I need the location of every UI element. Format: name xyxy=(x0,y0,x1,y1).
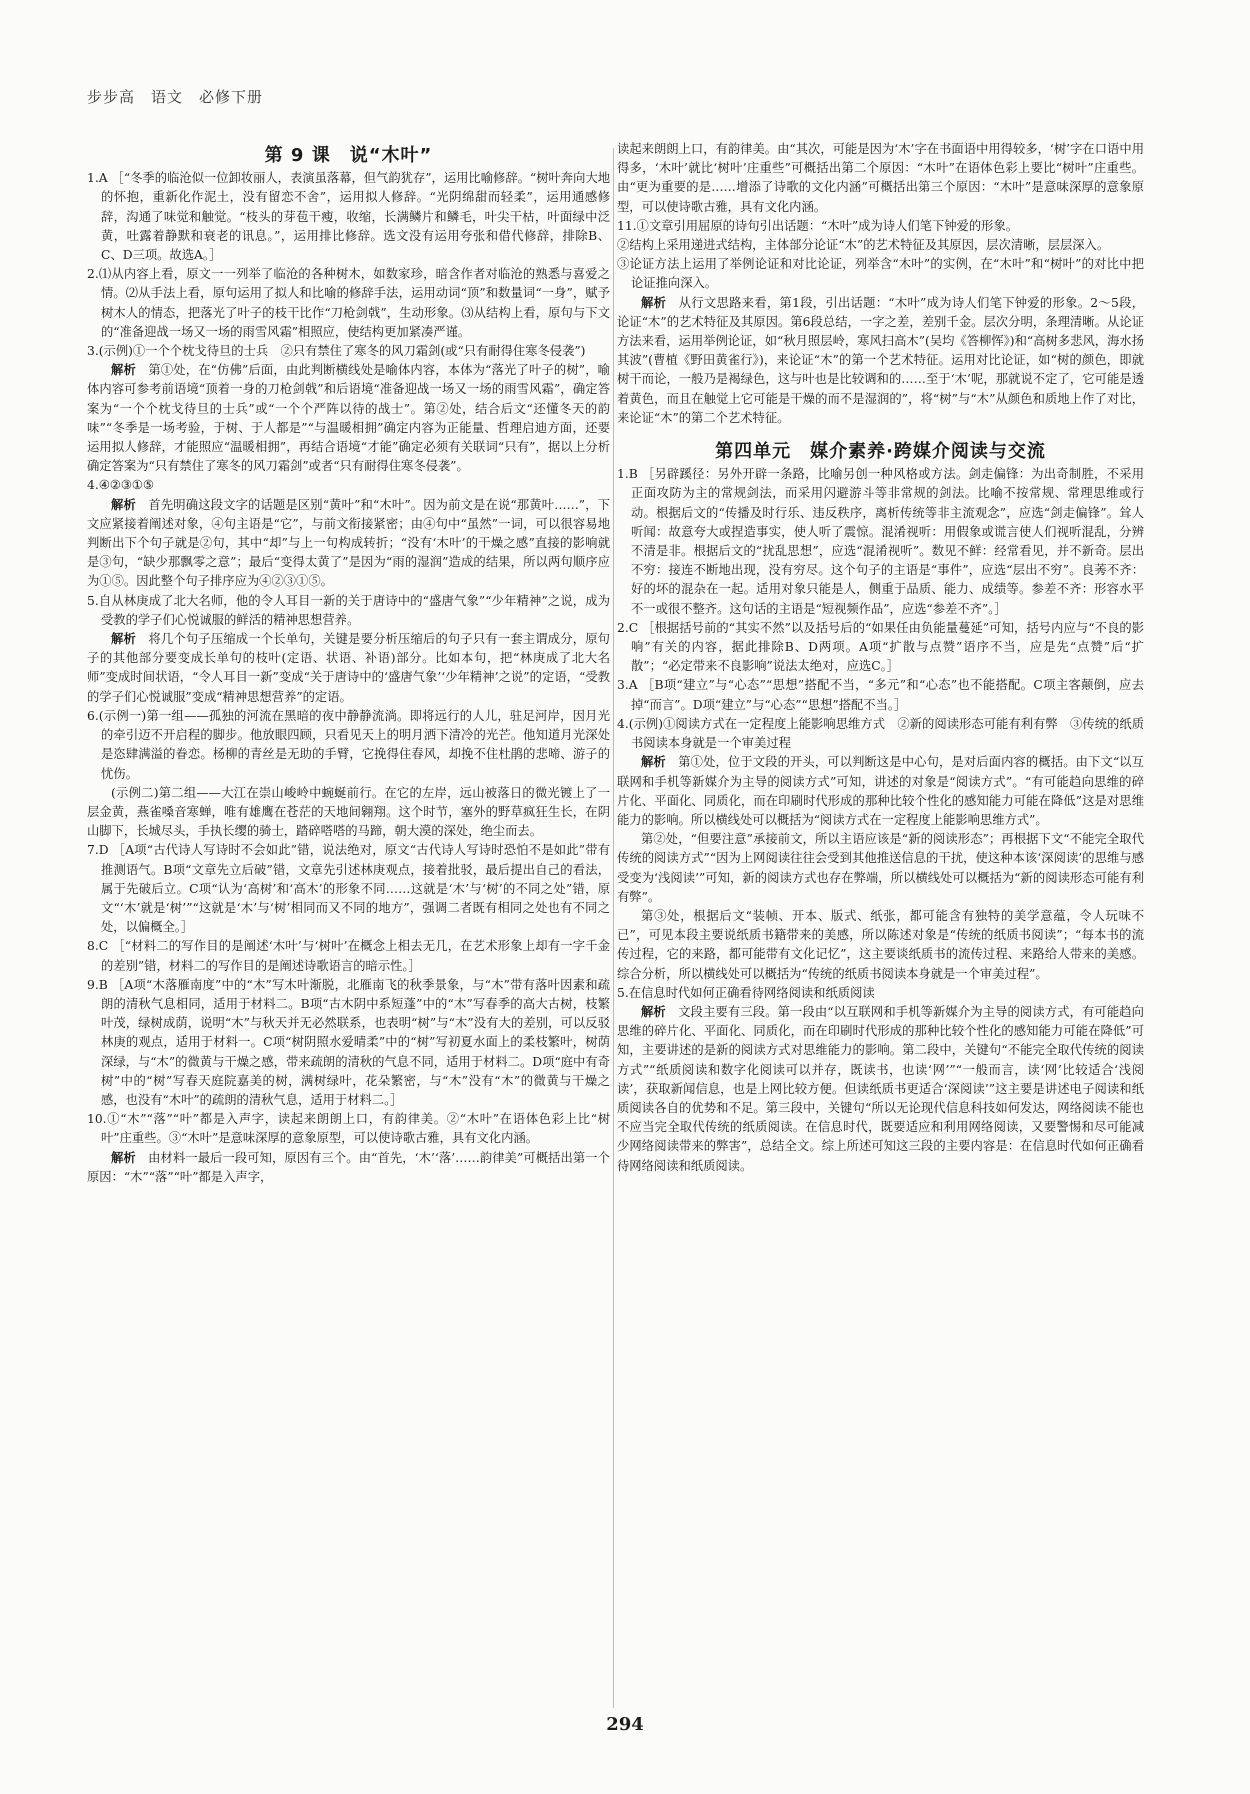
block-text: (示例二)第二组——大江在崇山峻岭中蜿蜒前行。在它的左岸，远山被落日的微光镀上了一层金黄，燕雀嗓音寒蝉，唯有雄鹰在苍茫的天地间翱翔。这个时节，塞外的野草疯狂生长，在阴山脚下，长城尽头，手执长缨的骑士，踏碎嗒嗒的马蹄，朝大漠的深处，绝尘而去。 xyxy=(87,785,610,839)
block-text: 3.A ［B项“建立”与“心态”“思想”搭配不当，“多元”和“心态”也不能搭配。C项主客颠倒，应去掉“而言”。D项“建立”与“心态”“思想”搭配不当。］ xyxy=(617,678,1144,712)
block-text: 8.C ［“材料二的写作目的是阐述‘木叶’与‘树叶’在概念上相去无几，在艺术形象上却有一字千金的差别”错，材料二的写作目的是阐述诗歌语言的暗示性。］ xyxy=(87,939,610,973)
block-text: 6.(示例一)第一组——孤独的河流在黑暗的夜中静静流淌。即将远行的人儿，驻足河岸，因月光的牵引迈不开启程的脚步。他放眼四顾，只看见天上的明月洒下清冷的光芒。他知道月光深处是恣肆满溢的眷恋。杨柳的青丝是无助的手臂，它挽得住春风，却挽不住杜鹃的悲啼、游子的忧伤。 xyxy=(87,708,610,781)
block-text: 第②处，“但要注意”承接前文，所以主语应该是“新的阅读形态”；再根据下文“不能完全取代传统的阅读方式”“因为上网阅读往往会受到其他推送信息的干扰，使这种本该‘深阅读’的思维与感受变为‘浅阅读’”可知，新的阅读方式也存在弊端，所以横线处可以概括为“新的阅读形态可能有利有弊”。 xyxy=(617,832,1144,904)
block-text: 由材料一最后一段可知，原因有三个。由“首先，‘木’‘落’……韵律美”可概括出第一个原因：“木”“落”“叶”都是入声字， xyxy=(87,1150,610,1184)
answer-item xyxy=(87,976,610,1110)
right-column xyxy=(617,140,1144,1176)
block-text: 第③处，根据后文“装帧、开本、版式、纸张，都可能含有独特的美学意蕴，令人玩味不已”，可见本段主要说纸质书籍带来的美感，所以陈述对象是“传统的纸质书阅读”；“每本书的流传过程，它的来路，都可能带有文化记忆”，这主要谈纸质书的流传过程、来路给人带来的美感。综合分析，所以横线处可以概括为“传统的纸质书阅读本身就是一个审美过程”。 xyxy=(617,908,1144,981)
answer-item xyxy=(87,937,610,975)
analysis-label: 解析 xyxy=(111,1150,136,1165)
block-text: 7.D ［A项“古代诗人写诗时不会如此”错，说法绝对，原文“古代诗人写诗时恐怕不是如此”带有推测语气。B项“文章先立后破”错，文章先引述林庚观点，接着批驳，最后提出自己的看法，属于先破后立。C项“认为‘高树’和‘高木’的形象不同……这就是‘木’与‘树’的不同之处”错，原文“‘木’就是‘树’”“这就是‘木’与‘树’相同而又不同的地方”，强调二者既有相同之处也有不同之处，以偏概全。］ xyxy=(87,843,610,935)
right-answers-top xyxy=(617,140,1144,428)
answer-item xyxy=(87,476,610,495)
answer-item xyxy=(617,255,1144,293)
block-text: 5.自从林庚成了北大名师，他的令人耳目一新的关于唐诗中的“盛唐气象”“少年精神”之说，成为受教的学子们心悦诚服的鲜活的精神思想营养。 xyxy=(87,593,610,627)
answer-item xyxy=(87,707,610,784)
analysis-label: 解析 xyxy=(111,363,136,378)
analysis-paragraph xyxy=(617,907,1144,984)
analysis-paragraph xyxy=(87,784,610,842)
analysis-paragraph xyxy=(617,830,1144,907)
page-number: 294 xyxy=(606,1714,644,1735)
answer-item xyxy=(87,592,610,630)
answer-item xyxy=(617,715,1144,753)
analysis-paragraph xyxy=(87,630,610,707)
analysis-paragraph xyxy=(617,140,1144,217)
answer-item xyxy=(87,1110,610,1148)
answer-item xyxy=(617,217,1144,236)
block-text: 将几个句子压缩成一个长单句，关键是要分析压缩后的句子只有一套主谓成分，原句子的其他部分要变成长单句的枝叶(定语、状语、补语)部分。比如本句，把“林庚成了北大名师”变成时间状语，“令人耳目一新”变成“关于唐诗中的‘盛唐气象’‘少年精神’之说”的定语，“受教的学子们心悦诚服”变成“精神思想营养”的定语。 xyxy=(87,632,610,704)
left-answers xyxy=(87,169,610,1187)
block-text: 4.④②③①⑤ xyxy=(87,478,154,493)
block-text: ②结构上采用递进式结构，主体部分论证“木”的艺术特征及其原因，层次清晰，层层深入。 xyxy=(617,238,1110,253)
unit-title: 第四单元 媒介素养·跨媒介阅读与交流 xyxy=(715,441,1046,463)
answer-item xyxy=(87,169,610,265)
block-text: 3.(示例)①一个个枕戈待旦的士兵 ②只有禁住了寒冬的风刀霜剑(或“只有耐得住寒冬侵袭”) xyxy=(87,344,586,359)
analysis-paragraph xyxy=(617,753,1144,830)
answer-item xyxy=(617,984,1144,1003)
analysis-label: 解析 xyxy=(111,632,136,647)
block-text: 9.B ［A项“木落雁南度”中的“木”写木叶渐脱，北雁南飞的秋季景象，与“木”带有落叶因素和疏朗的清秋气息相同，适用于材料二。B项“古木阴中系短蓬”中的“木”写春季的高大古树，枝繁叶茂，绿树成荫，说明“木”与秋天并无必然联系，也表明“树”与“木”没有大的差别，可以反驳林庚的观点，适用于材料一。C项“树阴照水爱晴柔”中的“树”写初夏水面上的柔枝繁叶，树荫深绿，与“木”的微黄与干燥之感，带来疏朗的清秋的气息不同，适用于材料二。D项“庭中有奇树”中的“树”写春天庭院嘉美的树，满树绿叶，花朵繁密，与“木”没有“木”的微黄与干燥之感，也没有“木叶”的疏朗的清秋气息，适用于材料二。］ xyxy=(87,977,610,1107)
block-text: 读起来朗朗上口，有韵律美。由“其次，可能是因为‘木’字在书面语中用得较多，‘树’字在口语中用得多，‘木叶’就比‘树叶’庄重些”可概括出第二个原因：“木叶”在语体色彩上要比“树叶”庄重些。由“更为重要的是……增添了诗歌的文化内涵”可概括出第三个原因：“木叶”是意味深厚的意象原型，可以使诗歌古雅，具有文化内涵。 xyxy=(617,142,1144,214)
block-text: 文段主要有三段。第一段由“以互联网和手机等新媒介为主导的阅读方式，有可能趋向思维的碎片化、平面化、同质化，而在印刷时代形成的那种比较个性化的感知能力可能在降低”可知，主要讲述的是新的阅读方式对思维能力的影响。第二段中，关键句“不能完全取代传统的阅读方式”“纸质阅读和数字化阅读可以并存，既读书，也读‘网’”“一般而言，读‘网’比较适合‘浅阅读’，获取新闻信息，也是上网比较方便。但读纸质书更适合‘深阅读’”这主要是讲述电子阅读和纸质阅读各自的优势和不足。第三段中，关键句“所以无论现代信息科技如何发达，网络阅读不能也不应当完全取代传统的纸质阅读。在信息时代，既要适应和利用网络阅读，又要警惕和尽可能减少网络阅读带来的弊害”，总结全文。综上所述可知这三段的主要内容是：在信息时代如何正确看待网络阅读和纸质阅读。 xyxy=(617,1004,1144,1173)
answer-item xyxy=(87,265,610,342)
block-text: 11.①文章引用屈原的诗句引出话题：“木叶”成为诗人们笔下钟爱的形象。 xyxy=(617,218,1019,233)
answer-item xyxy=(617,676,1144,714)
analysis-label: 解析 xyxy=(641,295,667,310)
answer-item xyxy=(87,342,610,361)
block-text: 从行文思路来看，第1段，引出话题：“木叶”成为诗人们笔下钟爱的形象。2～5段，论证“木”的艺术特征及其原因。第6段总结，一字之差，差别千金。层次分明，条理清晰。从论证方法来看，运用举例论证，如“秋月照层岭，寒风扫高木”(吴均《答柳恽》)和“高树多悲风，海水扬其波”(曹植《野田黄雀行》)，来论证“木”的第一个艺术特征。运用对比论证，如“树的颜色，即就树干而论，一般乃是褐绿色，这与叶也是比较调和的……至于‘木’呢，那就说不定了，它可能是透着黄色，而且在触觉上它可能是干燥的而不是湿润的”，将“树”与“木”从颜色和质地上作了对比，来论证“木”的第二个艺术特征。 xyxy=(617,295,1144,425)
block-text: 10.①“木”“落”“叶”都是入声字，读起来朗朗上口，有韵律美。②“木叶”在语体色彩上比“树叶”庄重些。③“木叶”是意味深厚的意象原型，可以使诗歌古雅，具有文化内涵。 xyxy=(87,1112,610,1146)
answer-item xyxy=(617,465,1144,619)
block-text: 首先明确这段文字的话题是区别“黄叶”和“木叶”。因为前文是在说“那黄叶……”，下文应紧接着阐述对象，④句主语是“它”，与前文衔接紧密；由④句中“虽然”一词，可以很容易地判断出下个句子就是②句，其中“却”与上一句构成转折；“没有‘木叶’的干燥之感”直接的影响就是③句，“缺少那飘零之意”；最后“变得太黄了”是因为“雨的湿润”造成的结果，所以两句顺序应为①⑤。因此整个句子排序应为④②③①⑤。 xyxy=(87,497,610,589)
block-text: 1.B ［另辟蹊径：另外开辟一条路，比喻另创一种风格或方法。剑走偏锋：为出奇制胜，不采用正面攻防为主的常规剑法，而采用闪避游斗等非常规的剑法。比喻不按常规、常理思维或行动。根据后文的“传播及时行乐、违反秩序，离析传统等非主流观念”，应选“剑走偏锋”。耸人听闻：故意夸大或捏造事实，使人听了震惊。混淆视听：用假象或谎言使人们视听混乱，分辨不清是非。根据后文的“扰乱思想”，应选“混淆视听”。数见不鲜：经常看见，并不新奇。层出不穷：接连不断地出现，没有穷尽。这个句子的主语是“事件”，应选“层出不穷”。良莠不齐：好的坏的混杂在一起。适用对象只能是人，侧重于品质、能力、成绩等。参差不齐：形容水平不一或很不整齐。这句话的主语是“短视频作品”，应选“参差不齐”。］ xyxy=(617,467,1144,616)
analysis-paragraph xyxy=(617,294,1144,428)
block-text: ③论证方法上运用了举例论证和对比论证，列举含“木叶”的实例，在“木叶”和“树叶”的对比中把论证推向深入。 xyxy=(617,257,1144,291)
analysis-label: 解析 xyxy=(641,1004,666,1019)
analysis-label: 解析 xyxy=(111,497,136,512)
block-text: 2.⑴从内容上看，原文一一列举了临沧的各种树木，如数家珍，暗含作者对临沧的熟悉与喜爱之情。⑵从手法上看，原句运用了拟人和比喻的修辞手法，运用动词“顶”和数量词“一身”，赋予树木人的情态，把落光了叶子的枝干比作“刀枪剑戟”，生动形象。⑶从结构上看，原句与下文的“准备迎战一场又一场的雨雪风霜”相照应，使结构更加紧凑严谨。 xyxy=(87,267,610,339)
block-text: 第①处，位于文段的开头，可以判断这是中心句，是对后面内容的概括。由下文“以互联网和手机等新媒介为主导的阅读方式”可知，讲述的对象是“阅读方式”。“有可能趋向思维的碎片化、平面化、同质化，而在印刷时代形成的那种比较个性化的感知能力可能在降低”这是对思维能力的影响。所以横线处可以概括为“阅读方式在一定程度上能影响思维方式”。 xyxy=(617,755,1144,827)
block-text: 2.C ［根据括号前的“其实不然”以及括号后的“如果任由负能量蔓延”可知，括号内应与“不良的影响”有关的内容，据此排除B、D两项。A项“扩散与点赞”语序不当，应是先“点赞”后“扩散”；“必定带来不良影响”说法太绝对，应选C。］ xyxy=(617,620,1144,674)
answer-item xyxy=(617,619,1144,677)
analysis-paragraph xyxy=(87,361,610,476)
block-text: 1.A ［“冬季的临沧似一位卸妆丽人，表演虽落幕，但气韵犹存”，运用比喻修辞。“树叶奔向大地的怀抱，重新化作泥土，没有留恋不舍”，运用拟人修辞。“光阴绵甜而轻柔”，运用通感修辞，沟通了味觉和触觉。“枝头的芽苞干瘦，收缩，长满鳞片和鳞毛，叶尖干枯，叶面绿中泛黄，吐露着静默和衰老的讯息。”，运用排比修辞。选文没有运用夸张和借代修辞，排除B、C、D三项。故选A。］ xyxy=(87,171,610,263)
answer-item xyxy=(87,841,610,937)
lesson-title: 第 9 课 说“木叶” xyxy=(264,145,433,166)
left-column xyxy=(87,142,610,1187)
block-text: 4.(示例)①阅读方式在一定程度上能影响思维方式 ②新的阅读形态可能有利有弊 ③传统的纸质书阅读本身就是一个审美过程 xyxy=(617,716,1144,751)
analysis-paragraph xyxy=(87,1149,610,1187)
block-text: 第①处，在“仿佛”后面，由此判断横线处是喻体内容，本体为“落光了叶子的树”，喻体内容可参考前语境“顶着一身的刀枪剑戟”和后语境“准备迎战一场又一场的雨雪风霜”，确定答案为“一个个枕戈待旦的士兵”或“一个个严阵以待的战士”。第②处，结合后文“还懂冬天的韵味”“冬季是一场考验，于树、于人都是”“与温暖相拥”确定内容为正能量、哲理启迪方面，还要运用拟人修辞，才能照应“温暖相拥”，再结合语境“才能”确定必须有关联词“只有”，据以上分析确定答案为“只有禁住了寒冬的风刀霜剑”或者“只有耐得住寒冬侵袭”。 xyxy=(87,363,610,474)
analysis-label: 解析 xyxy=(641,755,666,770)
running-header: 步步高 语文 必修下册 xyxy=(87,88,264,106)
answer-item xyxy=(617,236,1144,255)
analysis-paragraph xyxy=(617,1003,1144,1176)
right-answers-unit4 xyxy=(617,465,1144,1176)
analysis-paragraph xyxy=(87,496,610,592)
block-text: 5.在信息时代如何正确看待网络阅读和纸质阅读 xyxy=(617,985,875,1000)
column-divider xyxy=(613,148,614,1708)
